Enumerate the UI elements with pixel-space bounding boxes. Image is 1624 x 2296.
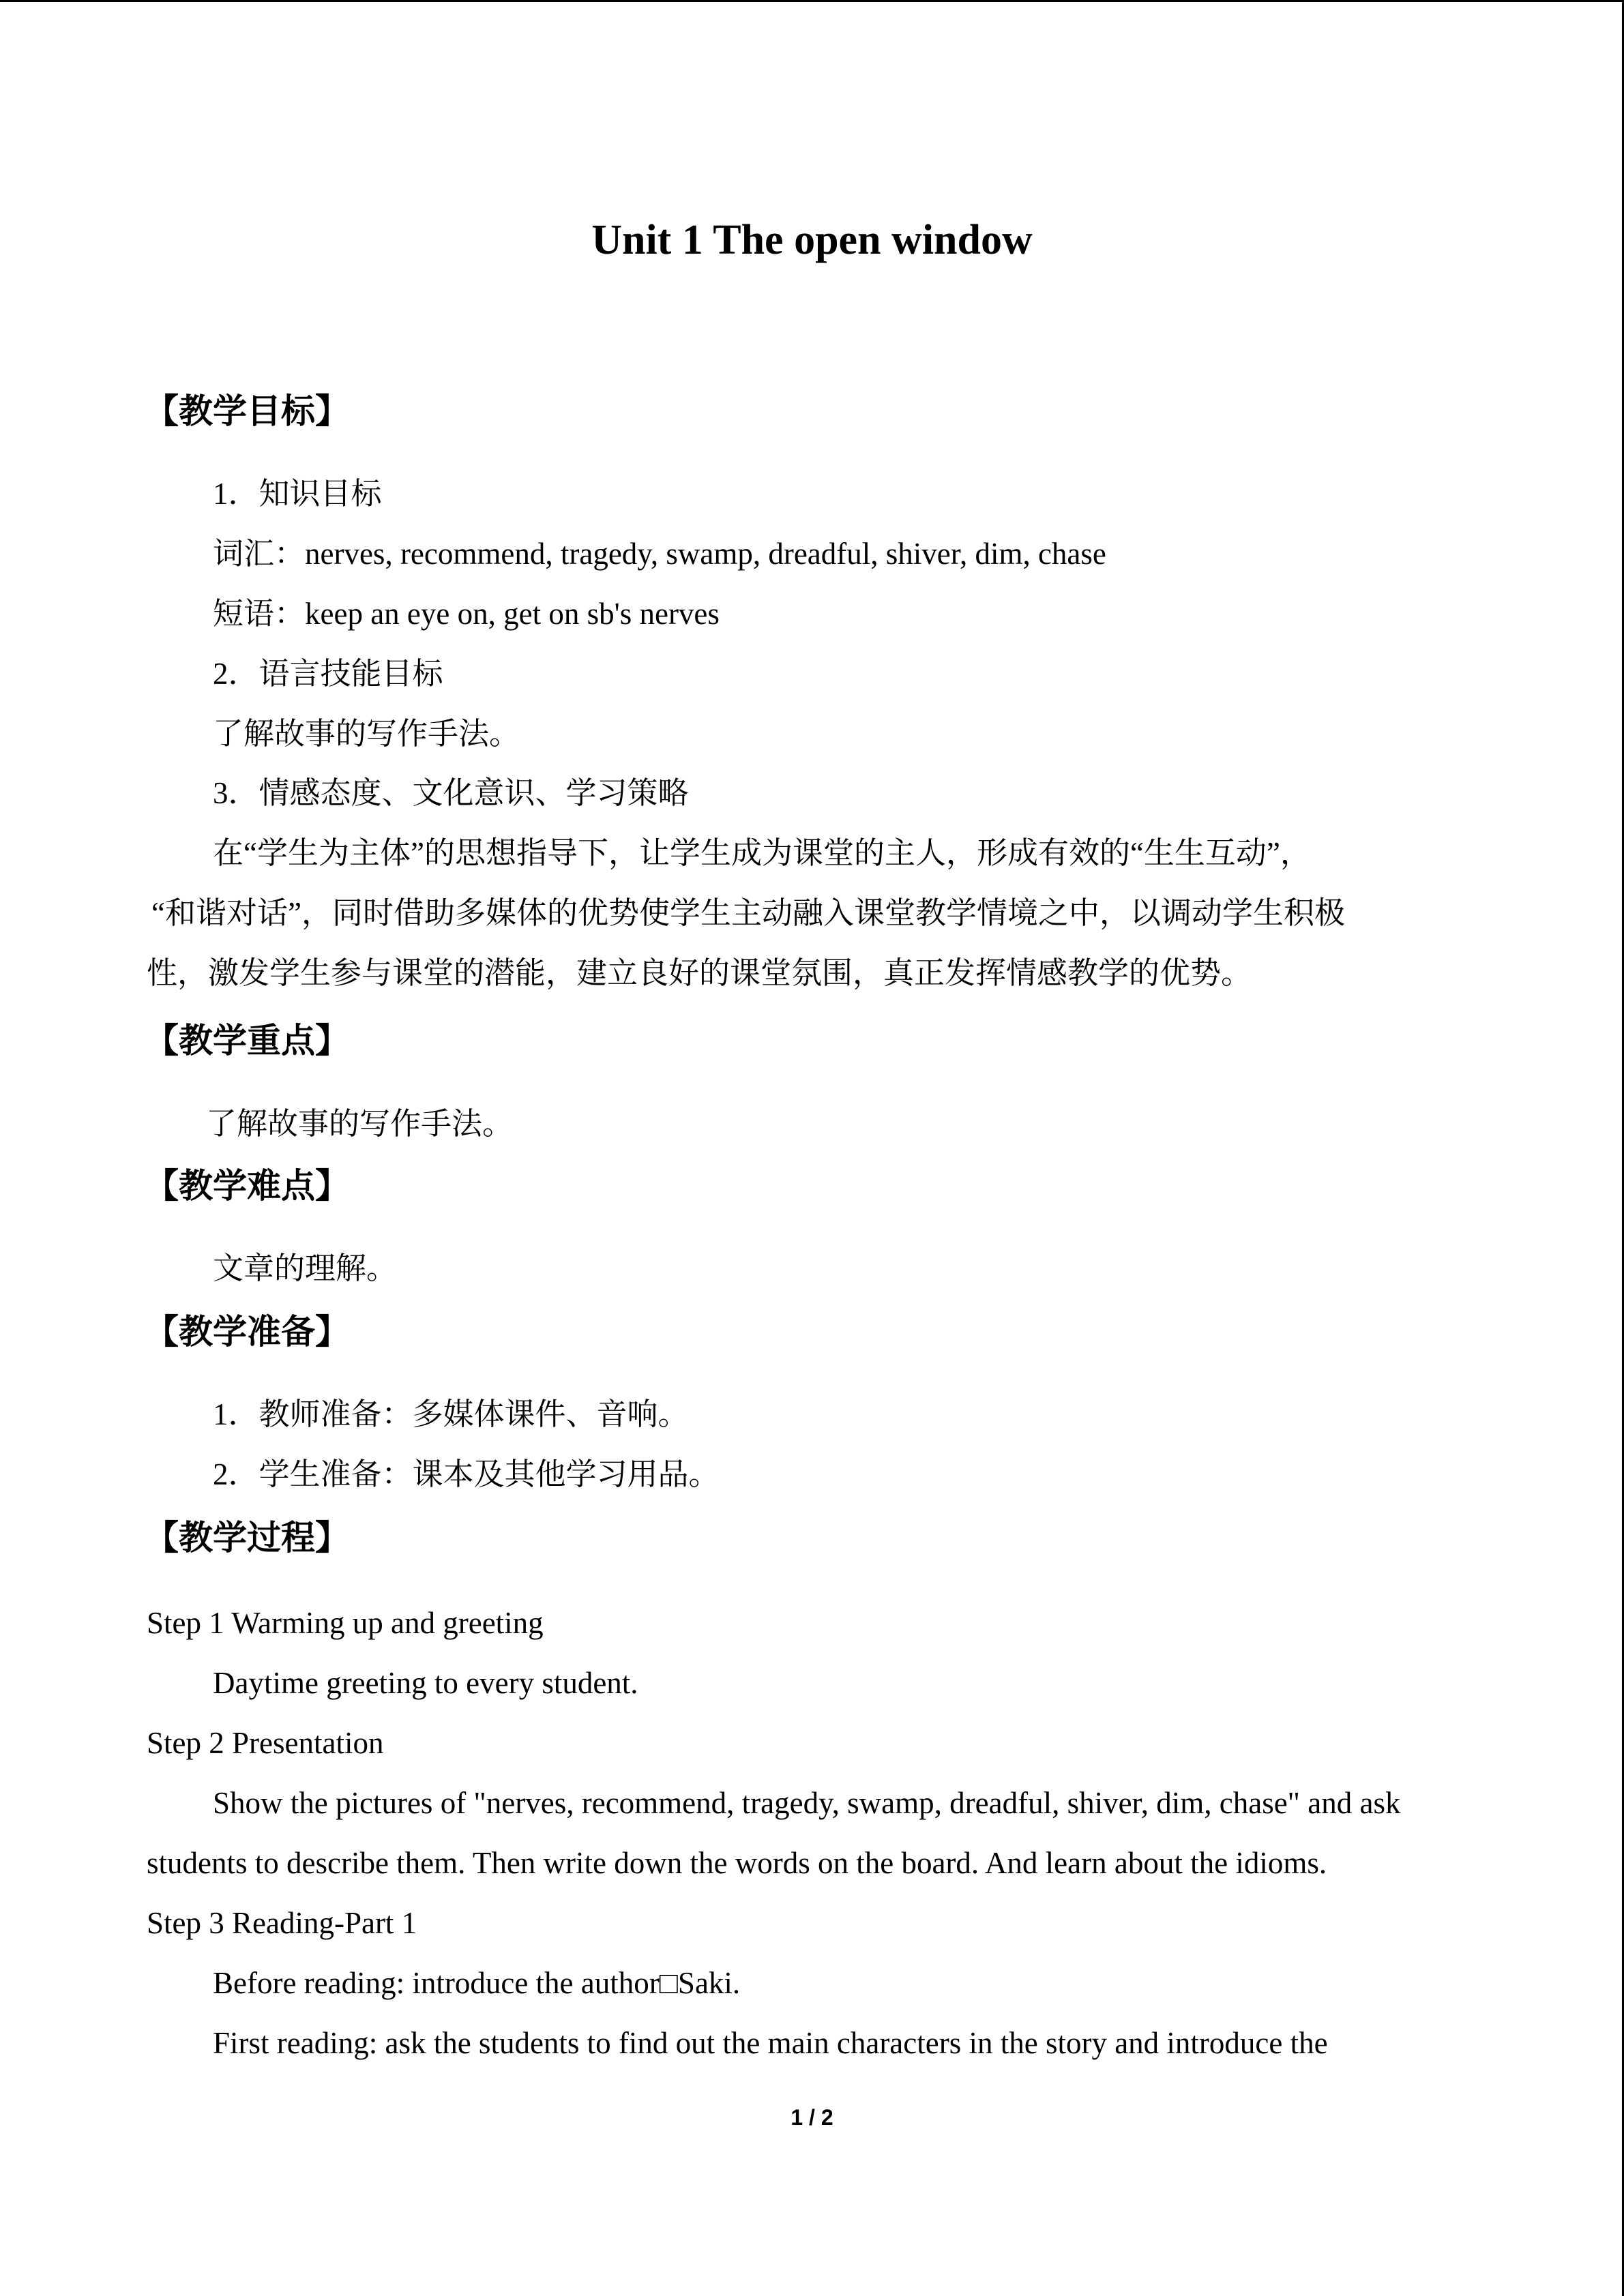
section-heading-process: 【教学过程】 [145,1518,349,1557]
document-title: Unit 1 The open window [591,217,1033,263]
section-heading-difficulties: 【教学难点】 [145,1166,349,1206]
objectives-line: 3．情感态度、文化意识、学习策略 [213,776,689,810]
process-line: Before reading: introduce the author□Saki. [213,1966,741,2000]
objectives-line: “和谐对话”，同时借助多媒体的优势使学生主动融入课堂教学情境之中，以调动学生积极 [151,896,1345,930]
page-border-top [0,0,1624,2]
section-heading-objectives: 【教学目标】 [145,391,349,431]
process-line: students to describe them. Then write down the words on the board. And learn about the idioms. [147,1846,1327,1880]
preparation-line: 2．学生准备：课本及其他学习用品。 [213,1457,720,1491]
objectives-line: 了解故事的写作手法。 [213,717,520,751]
objectives-line: 在“学生为主体”的思想指导下，让学生成为课堂的主人，形成有效的“生生互动”， [213,836,1311,870]
objectives-line: 短语：keep an eye on, get on sb's nerves [213,597,720,631]
objectives-line: 性，激发学生参与课堂的潜能，建立良好的课堂氛围，真正发挥情感教学的优势。 [147,956,1252,990]
objectives-line: 2．语言技能目标 [213,657,443,691]
key-points-line: 了解故事的写作手法。 [206,1107,514,1141]
process-line: Show the pictures of "nerves, recommend, tragedy, swamp, dreadful, shiver, dim, chase" and ask [213,1786,1401,1820]
section-heading-key-points: 【教学重点】 [145,1021,349,1060]
process-line: Daytime greeting to every student. [213,1666,638,1700]
process-step-title: Step 2 Presentation [147,1726,384,1760]
difficulties-line: 文章的理解。 [213,1251,398,1285]
objectives-line: 1．知识目标 [213,477,382,511]
process-step-title: Step 3 Reading-Part 1 [147,1906,417,1940]
process-line: First reading: ask the students to find out the main characters in the story and introduce the [213,2026,1328,2060]
section-heading-preparation: 【教学准备】 [145,1312,349,1352]
objectives-line: 词汇：nerves, recommend, tragedy, swamp, dreadful, shiver, dim, chase [213,537,1106,571]
process-step-title: Step 1 Warming up and greeting [147,1606,544,1640]
preparation-line: 1．教师准备：多媒体课件、音响。 [213,1397,689,1431]
page-number: 1 / 2 [791,2105,833,2130]
